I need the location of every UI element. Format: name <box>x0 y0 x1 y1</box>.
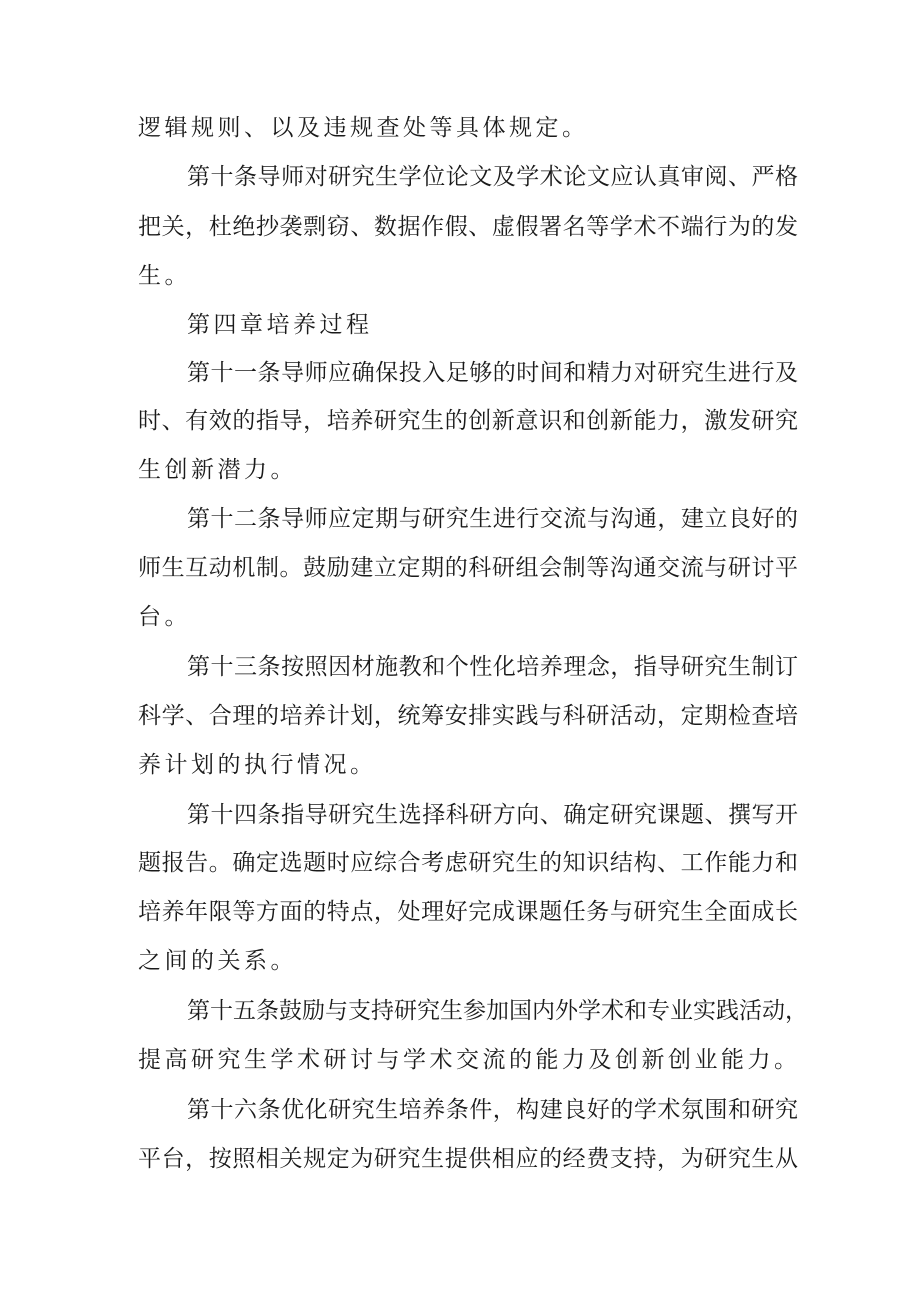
text-line: 师生互动机制。鼓励建立定期的科研组会制等沟通交流与研讨平 <box>138 555 798 581</box>
text-line: 平台，按照相关规定为研究生提供相应的经费支持，为研究生从 <box>138 1146 798 1172</box>
text-line: 提高研究生学术研讨与学术交流的能力及创新创业能力。 <box>138 1047 801 1073</box>
text-line: 之间的关系。 <box>138 948 297 974</box>
text-line: 把关，杜绝抄袭剽窃、数据作假、虚假署名等学术不端行为的发 <box>138 214 798 240</box>
text-line: 时、有效的指导，培养研究生的创新意识和创新能力，激发研究 <box>138 408 798 434</box>
text-line: 题报告。确定选题时应综合考虑研究生的知识结构、工作能力和 <box>138 850 798 876</box>
text-line: 逻辑规则、以及违规查处等具体规定。 <box>138 115 589 141</box>
article-11-line-1: 第十一条导师应确保投入足够的时间和精力对研究生进行及 <box>187 360 798 386</box>
text-line: 培养年限等方面的特点，处理好完成课题任务与研究生全面成长 <box>138 899 798 925</box>
text-line: 生创新潜力。 <box>138 457 297 483</box>
article-12-line-1: 第十二条导师应定期与研究生进行交流与沟通，建立良好的 <box>187 506 798 532</box>
article-13-line-1: 第十三条按照因材施教和个性化培养理念，指导研究生制订 <box>187 654 798 680</box>
article-15-line-1: 第十五条鼓励与支持研究生参加国内外学术和专业实践活动， <box>187 998 808 1024</box>
text-line: 养计划的执行情况。 <box>138 752 377 778</box>
article-14-line-1: 第十四条指导研究生选择科研方向、确定研究课题、撰写开 <box>187 802 798 828</box>
text-line: 生。 <box>138 263 191 289</box>
chapter-heading: 第四章培养过程 <box>187 312 373 338</box>
text-line: 科学、合理的培养计划，统筹安排实践与科研活动，定期检查培 <box>138 703 798 729</box>
text-line: 台。 <box>138 604 191 630</box>
article-10-line-1: 第十条导师对研究生学位论文及学术论文应认真审阅、严格 <box>187 164 798 190</box>
article-16-line-1: 第十六条优化研究生培养条件，构建良好的学术氛围和研究 <box>187 1097 798 1123</box>
